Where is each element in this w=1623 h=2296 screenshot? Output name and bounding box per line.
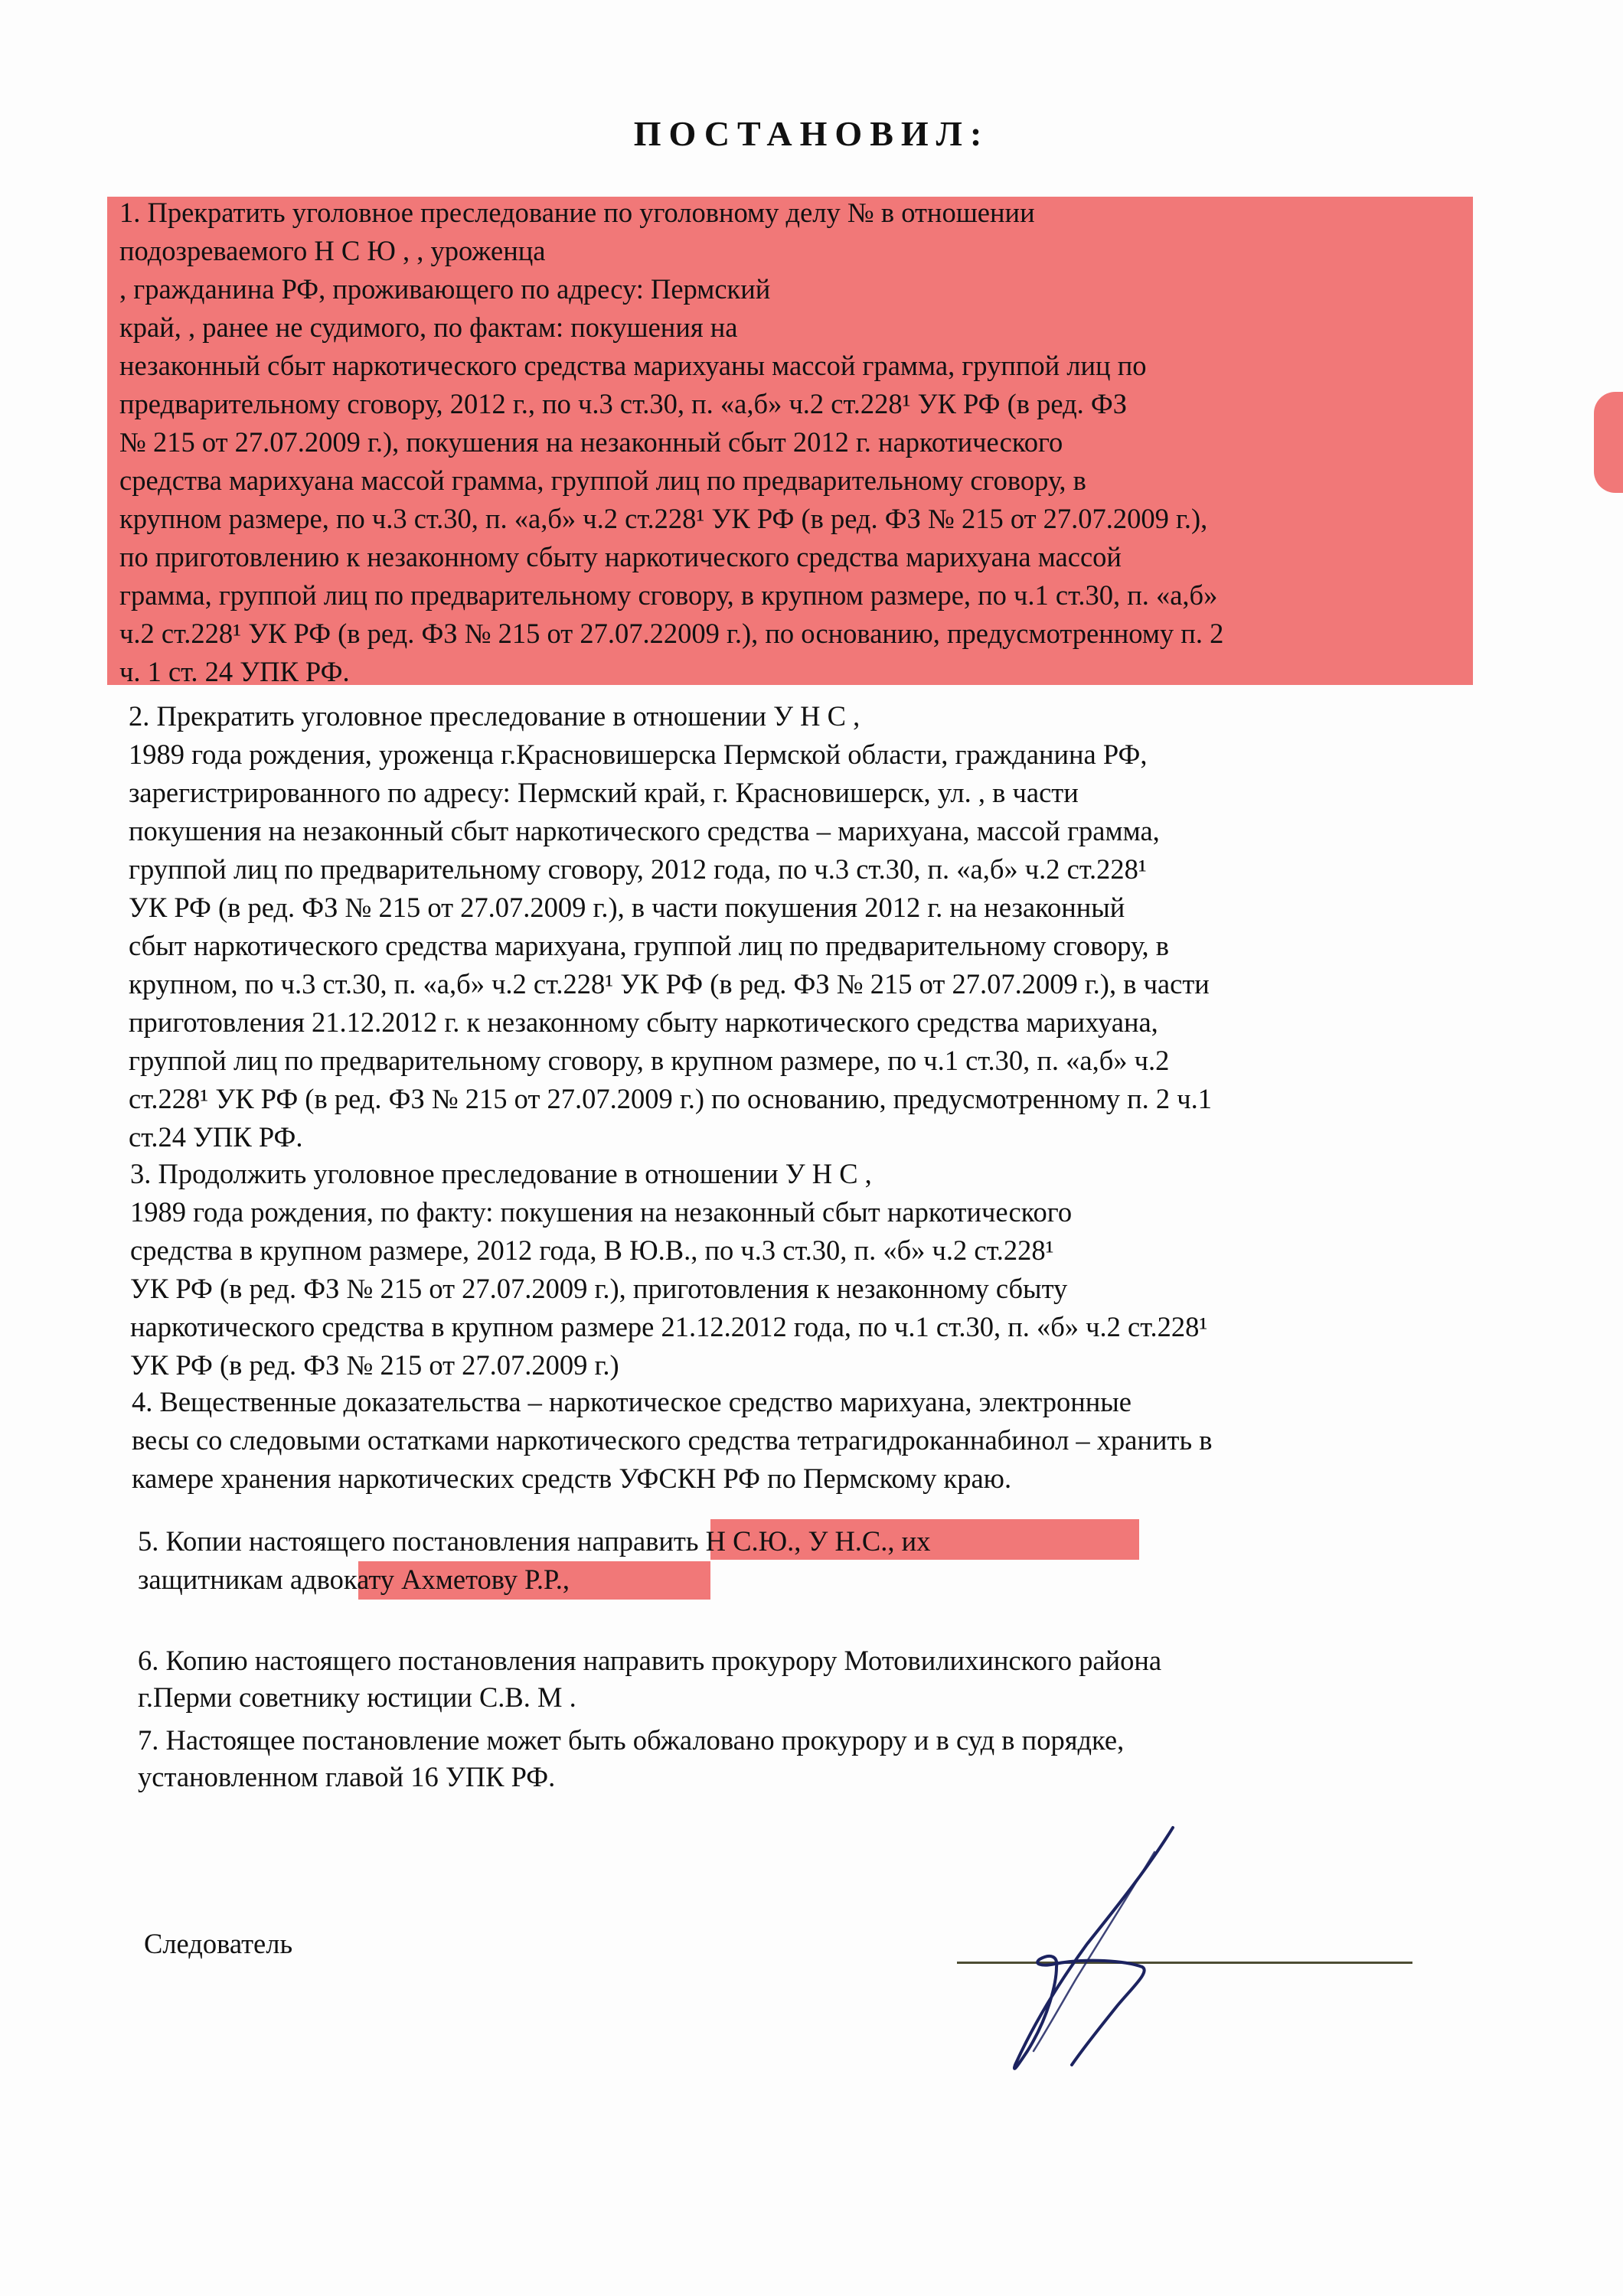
item2-line: группой лиц по предварительному сговору, 2012 года, по ч.3 ст.30, п. «а,б» ч.2 ст.228¹ [129,853,1147,885]
item1-line: грамма, группой лиц по предварительному сговору, в крупном размере, по ч.1 ст.30, п. «а,б» [119,579,1218,611]
item7-line: 7. Настоящее постановление может быть обжаловано прокурору и в суд в порядке, [138,1724,1125,1756]
item3-line: УК РФ (в ред. ФЗ № 215 от 27.07.2009 г.) [130,1349,619,1381]
item2-line: крупном, по ч.3 ст.30, п. «а,б» ч.2 ст.228¹ УК РФ (в ред. ФЗ № 215 от 27.07.2009 г.), в части [129,968,1210,1000]
item1-line: ч. 1 ст. 24 УПК РФ. [119,656,350,687]
item2-line: УК РФ (в ред. ФЗ № 215 от 27.07.2009 г.), в части покушения 2012 г. на незаконный [129,892,1125,923]
item1-line: средства марихуана массой грамма, группой лиц по предварительному сговору, в [119,465,1086,496]
item1-line: предварительному сговору, 2012 г., по ч.3 ст.30, п. «а,б» ч.2 ст.228¹ УК РФ (в ред. ФЗ [119,388,1128,419]
item2-line: 2. Прекратить уголовное преследование в отношении У Н С , [129,700,860,732]
item1-line: край, , ранее не судимого, по фактам: покушения на [119,311,738,343]
item1-line: крупном размере, по ч.3 ст.30, п. «а,б» ч.2 ст.228¹ УК РФ (в ред. ФЗ № 215 от 27.07.2009 г.), [119,503,1208,534]
item1-line: подозреваемого Н С Ю , , уроженца [119,235,546,266]
item3-line: 1989 года рождения, по факту: покушения на незаконный сбыт наркотического [130,1196,1073,1228]
item5-line: 5. Копии настоящего постановления направить Н С.Ю., У Н.С., их [138,1525,931,1557]
item3-line: 3. Продолжить уголовное преследование в отношении У Н С , [130,1158,872,1189]
side-redaction-tab [1594,392,1623,493]
document-title: ПОСТАНОВИЛ: [633,114,990,153]
handwritten-signature [942,1821,1217,2097]
item4-line: весы со следовыми остатками наркотического средства тетрагидроканнабинол – хранить в [132,1424,1213,1456]
item4-line: 4. Вещественные доказательства – наркотическое средство марихуана, электронные [132,1386,1132,1417]
item1-line: ч.2 ст.228¹ УК РФ (в ред. ФЗ № 215 от 27.07.22009 г.), по основанию, предусмотренному п. 2 [119,618,1224,649]
item1-line: незаконный сбыт наркотического средства марихуаны массой грамма, группой лиц по [119,350,1147,381]
item4-line: камере хранения наркотических средств УФСКН РФ по Пермскому краю. [132,1463,1012,1494]
item1-line: № 215 от 27.07.2009 г.), покушения на незаконный сбыт 2012 г. наркотического [119,426,1063,458]
item2-line: 1989 года рождения, уроженца г.Красновишерска Пермской области, гражданина РФ, [129,739,1148,770]
item1-line: по приготовлению к незаконному сбыту наркотического средства марихуана массой [119,541,1122,572]
item5-line: защитникам адвокату Ахметову Р.Р., [138,1564,570,1595]
item6-line: г.Перми советнику юстиции С.В. М . [138,1681,576,1713]
item2-line: сбыт наркотического средства марихуана, группой лиц по предварительному сговору, в [129,930,1170,961]
item2-line: приготовления 21.12.2012 г. к незаконному сбыту наркотического средства марихуана, [129,1006,1158,1038]
item1-line: 1. Прекратить уголовное преследование по уголовному делу № в отношении [119,197,1035,228]
item2-line: ст.24 УПК РФ. [129,1121,303,1153]
item2-line: группой лиц по предварительному сговору, в крупном размере, по ч.1 ст.30, п. «а,б» ч.2 [129,1045,1170,1076]
investigator-label: Следователь [144,1928,293,1959]
item2-line: покушения на незаконный сбыт наркотического средства – марихуана, массой грамма, [129,815,1160,846]
item1-line: , гражданина РФ, проживающего по адресу: Пермский [119,273,771,305]
item7-line: установленном главой 16 УПК РФ. [138,1761,556,1792]
item3-line: УК РФ (в ред. ФЗ № 215 от 27.07.2009 г.), приготовления к незаконному сбыту [130,1273,1068,1304]
item6-line: 6. Копию настоящего постановления направить прокурору Мотовилихинского района [138,1645,1162,1676]
item3-line: наркотического средства в крупном размере 21.12.2012 года, по ч.1 ст.30, п. «б» ч.2 ст.228¹ [130,1311,1208,1342]
item2-line: зарегистрированного по адресу: Пермский край, г. Красновишерск, ул. , в части [129,777,1079,808]
item2-line: ст.228¹ УК РФ (в ред. ФЗ № 215 от 27.07.2009 г.) по основанию, предусмотренному п. 2 ч.1 [129,1083,1212,1114]
item3-line: средства в крупном размере, 2012 года, В Ю.В., по ч.3 ст.30, п. «б» ч.2 ст.228¹ [130,1234,1054,1266]
